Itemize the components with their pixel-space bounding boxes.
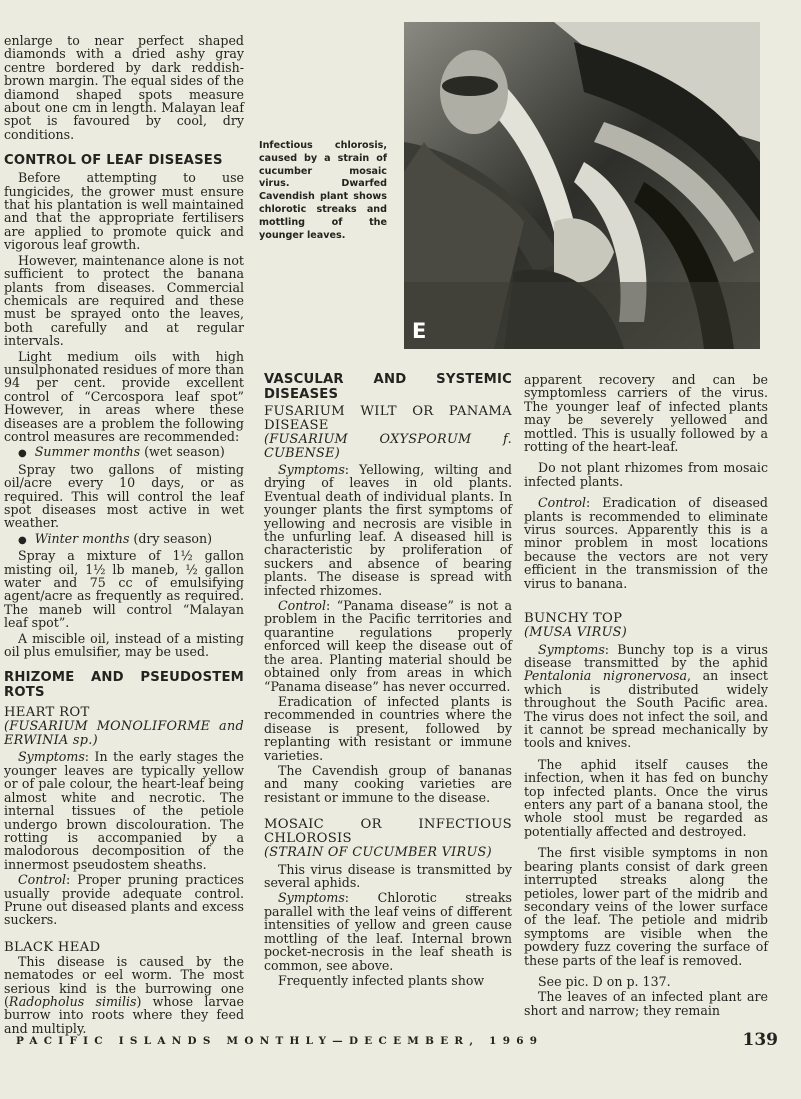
paragraph: This virus disease is transmitted by several aphids. <box>264 861 512 891</box>
heading-control-leaf-diseases: CONTROL OF LEAF DISEASES <box>4 153 223 169</box>
paragraph <box>524 496 768 590</box>
control-text: : “Panama disease” is not a problem in the Pacific territories and quarantine regulations properly enforced will keep the disease out of the area. Planting material should be obtained only from areas in which “Panama disease” has never occurred. <box>264 598 512 694</box>
symptoms-label: Symptoms <box>278 462 345 477</box>
paragraph: Do not plant rhizomes from mosaic infected plants. <box>524 460 768 489</box>
heading-fusarium-scientific: (FUSARIUM OXYSPORUM f. CUBENSE) <box>264 432 512 461</box>
bullet-icon: ● <box>18 534 27 546</box>
paragraph: The first visible symptoms in non bearing plants consist of dark green interrupted streaks along the petioles, lower part of the midrib and secondary veins of the lower surface of the leaf. The petiole and midrib symptoms are visible when the powdery fuzz covering the surface of these parts of the leaf is removed. <box>524 845 768 968</box>
scientific-name: Radopholus similis <box>8 993 137 1009</box>
summer-season: (wet season) <box>140 444 225 460</box>
winter-heading <box>4 532 244 547</box>
page-number: 139 <box>742 1030 778 1050</box>
bullet-icon: ● <box>18 448 27 460</box>
winter-season: (dry season) <box>129 530 213 546</box>
paragraph: A miscible oil, instead of a misting oil plus emulsifier, may be used. <box>4 630 244 660</box>
heading-heart-rot: HEART ROT <box>4 705 90 721</box>
banana-plant-photo <box>404 22 760 349</box>
banana-plant-image <box>404 22 760 349</box>
paragraph: The aphid itself causes the infection, when it has fed on bunchy top infected plants. Once the virus enters any part of a banana stool, the whole stool must be regarded as potentially affected and destroyed. <box>524 756 768 839</box>
paragraph: Eradication of infected plants is recommended in countries where the disease is present, followed by replanting with resistant or immune varieties. <box>264 693 512 763</box>
paragraph: The Cavendish group of bananas and many cooking varieties are resistant or immune to the disease. <box>264 762 512 805</box>
symptoms-text: : Chlorotic streaks parallel with the leaf veins of different intensities of yellow and green cause mottling of the leaf. Internal brown pocket-necrosis in the leaf sheath is common, see above. <box>264 890 512 973</box>
symptoms-label: Symptoms <box>18 749 85 765</box>
column-middle <box>264 372 512 989</box>
symptoms-text: : Yellowing, wilting and drying of leaves in old plants. Eventual death of individual plants. In younger plants the first symptoms of yellowing and necrosis are visible in the unfurling leaf. A diseased hill is characteristic by proliferation of suckers and absence of bearing plants. The disease is spread with infected rhizomes. <box>264 462 512 598</box>
page-footer <box>16 1030 778 1052</box>
paragraph <box>524 643 768 750</box>
winter-label: Winter months <box>34 530 130 546</box>
heading-fusarium-wilt: FUSARIUM WILT OR PANAMA DISEASE <box>264 404 512 433</box>
control-label: Control <box>18 872 67 888</box>
paragraph: See pic. D on p. 137. <box>538 973 671 989</box>
symptoms-label: Symptoms <box>278 890 345 906</box>
summer-heading <box>4 445 244 460</box>
heading-bunchy-top-scientific: (MUSA VIRUS) <box>524 625 628 641</box>
text: ) whose larvae burrow into roots where they feed and multiply. <box>4 993 244 1036</box>
photo-letter-label: E <box>412 319 427 343</box>
heading-rhizome-rots: RHIZOME AND PSEUDOSTEM ROTS <box>4 670 244 701</box>
paragraph <box>264 891 512 971</box>
footer-publication: PACIFIC ISLANDS MONTHLY—DECEMBER, 1969 <box>16 1035 544 1047</box>
heading-mosaic-scientific: (STRAIN OF CUCUMBER VIRUS) <box>264 845 492 861</box>
text: , an insect which is distributed widely throughout the South Pacific area. The virus does not infect the soil, and it cannot be spread mechanically by tools and knives. <box>524 668 768 751</box>
paragraph <box>4 873 244 927</box>
heading-mosaic: MOSAIC OR INFECTIOUS CHLOROSIS <box>264 817 512 847</box>
control-label: Control <box>278 598 327 614</box>
paragraph <box>4 750 244 871</box>
heading-black-head: BLACK HEAD <box>4 939 101 955</box>
paragraph: Spray two gallons of misting oil/acre every 10 days, or as required. This will control the leaf spot diseases most active in wet weather. <box>4 461 244 531</box>
symptoms-text: : In the early stages the younger leaves are typically yellow or of pale colour, the heart-leaf being almost white and necrotic. The internal tissues of the petiole undergo brown discolouration. The rotting is accompanied by a malodorous decomposition of the innermost pseudostem sheaths. <box>4 749 244 872</box>
paragraph <box>264 599 512 693</box>
control-label: Control <box>538 495 587 511</box>
text: This disease is caused by the nematodes or eel worm. The most serious kind is the burrowing one ( <box>4 953 244 1009</box>
scientific-name: Pentalonia nigronervosa <box>524 668 687 684</box>
heading-vascular-diseases: VASCULAR AND SYSTEMIC DISEASES <box>264 372 512 402</box>
paragraph: Frequently infected plants show <box>278 972 485 988</box>
heading-heart-rot-scientific: (FUSARIUM MONOLIFORME and ERWINIA sp.) <box>4 719 244 748</box>
text: : Bunchy top is a virus disease transmitted by the aphid <box>524 641 768 670</box>
paragraph: Spray a mixture of 1½ gallon misting oil, 1½ lb maneb, ½ gallon water and 75 cc of emulsifying agent/acre as frequently as required. The maneb will control “Malayan leaf spot”. <box>4 548 244 631</box>
paragraph: The leaves of an infected plant are short and narrow; they remain <box>524 989 768 1018</box>
column-left <box>4 34 244 1037</box>
column-right <box>524 373 768 1019</box>
photo-caption: Infectious chlorosis, caused by a strain of cucumber mosaic virus. Dwarfed Cavendish plant shows chlorotic streaks and mottling of the younger leaves. <box>259 140 387 241</box>
paragraph <box>4 955 244 1035</box>
summer-label: Summer months <box>34 444 141 460</box>
control-text: : Proper pruning practices usually provide adequate control. Prune out diseased plants and excess suckers. <box>4 872 244 928</box>
intro-paragraph: enlarge to near perfect shaped diamonds with a dried ashy gray centre bordered by dark reddish-brown margin. The equal sides of the diamond shaped spots measure about one cm in length. Malayan leaf spot is favoured by cool, dry conditions. <box>4 33 244 142</box>
paragraph <box>264 463 512 597</box>
control-text: : Eradication of diseased plants is recommended to eliminate virus sources. Apparently this is a minor problem in most locations because the vectors are not very efficient in the transmission of the virus to banana. <box>524 495 768 591</box>
paragraph: Light medium oils with high unsulphonated residues of more than 94 per cent. provide excellent control of “Cercospora leaf spot” However, in areas where these diseases are a problem the following control measures are recommended: <box>4 348 244 444</box>
paragraph: apparent recovery and can be symptomless carriers of the virus. The younger leaf of infected plants may be severely yellowed and mottled. This is usually followed by a rotting of the heart-leaf. <box>524 372 768 455</box>
paragraph: However, maintenance alone is not sufficient to protect the banana plants from diseases. Commercial chemicals are required and these must be sprayed onto the leaves, both carefully and at regular intervals. <box>4 252 244 349</box>
heading-bunchy-top: BUNCHY TOP <box>524 611 623 627</box>
symptoms-label: Symptoms <box>538 641 605 657</box>
paragraph: Before attempting to use fungicides, the grower must ensure that his plantation is well maintained and that the appropriate fertilisers are applied to promote quick and vigorous leaf growth. <box>4 170 244 253</box>
